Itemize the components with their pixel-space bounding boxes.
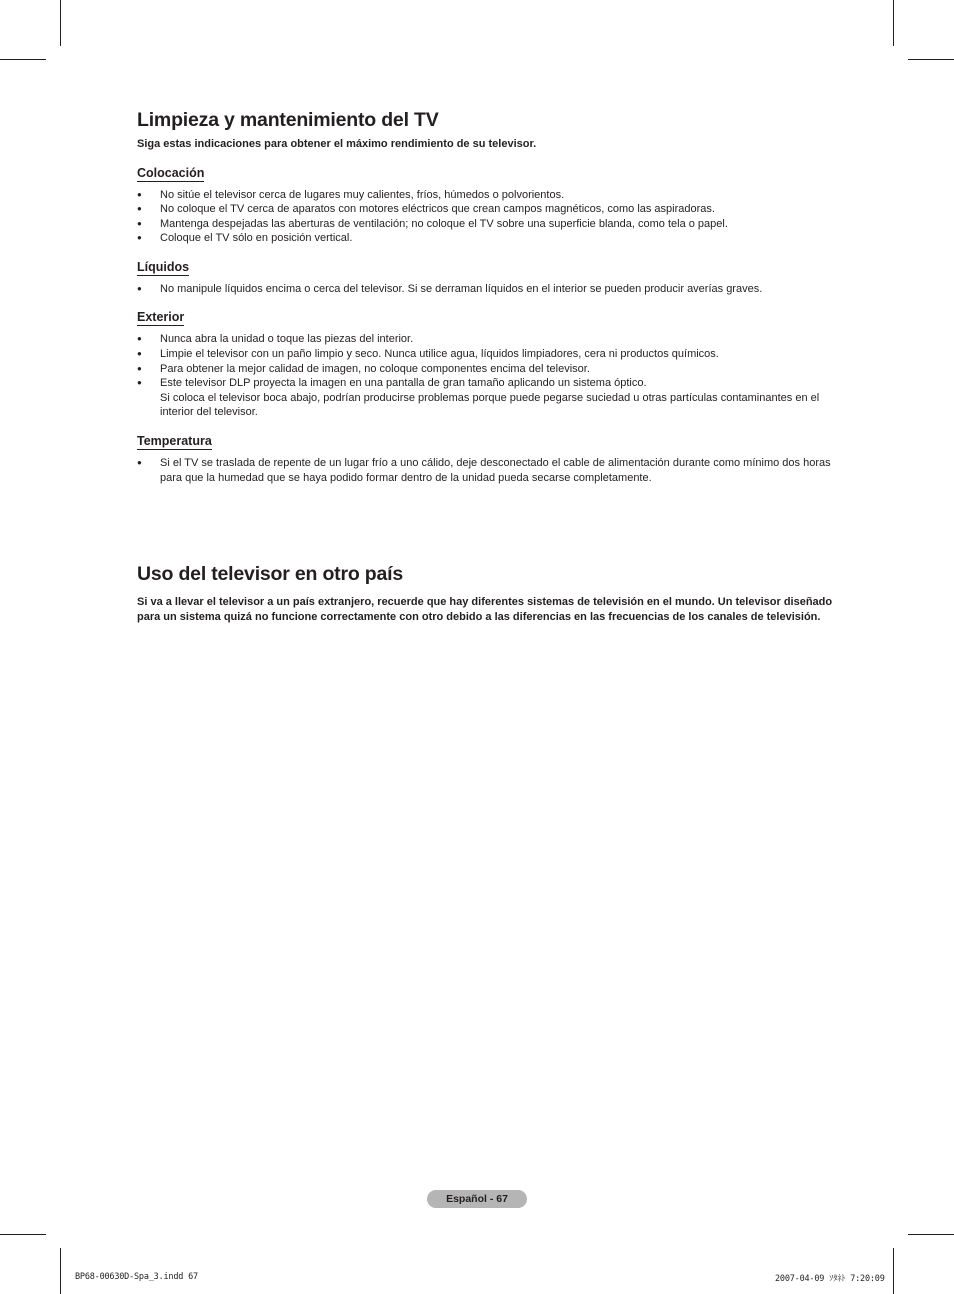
crop-mark [908,1234,954,1235]
subsection-liquidos [137,258,847,297]
list-item: ● Si el TV se traslada de repente de un lugar frío a uno cálido, deje desconectado el cable de alimentación durante como mínimo dos horas para que la humedad que se haya podido formar dentro de la unidad pueda secarse completamente. [137,456,847,485]
section-title: Limpieza y mantenimiento del TV [137,109,439,131]
list-item: ● Para obtener la mejor calidad de imagen, no coloque componentes encima del televisor. [137,362,847,377]
page-number-badge: Español - 67 [427,1190,527,1208]
bullet-list [137,456,847,485]
crop-mark [60,1248,61,1294]
subsection-temperatura [137,432,847,485]
list-item: ● No manipule líquidos encima o cerca del televisor. Si se derraman líquidos en el interior se pueden producir averías graves. [137,282,847,297]
list-item: ● Nunca abra la unidad o toque las piezas del interior. [137,332,847,347]
crop-mark [0,59,46,60]
crop-mark [893,0,894,46]
subsection-heading: Líquidos [137,259,190,274]
crop-mark [0,1234,46,1235]
subsection-heading: Colocación [137,165,205,180]
subsection-heading: Exterior [137,310,185,325]
crop-mark [60,0,61,46]
subsection-exterior [137,308,847,420]
bullet-list [137,188,847,246]
list-item: ● No coloque el TV cerca de aparatos con motores eléctricos que crean campos magnéticos, como las aspiradoras. [137,202,847,217]
bullet-list [137,282,847,297]
crop-mark [908,59,954,60]
list-item: ● Limpie el televisor con un paño limpio y seco. Nunca utilice agua, líquidos limpiadores, cera ni productos químicos. [137,347,847,362]
subsection-colocacion [137,164,847,246]
section-title: Uso del televisor en otro país [137,563,403,585]
list-item: ● No sitúe el televisor cerca de lugares muy calientes, fríos, húmedos o polvorientos. [137,188,847,203]
abroad-section [137,562,847,624]
print-slug-date: 2007-04-09 ｿﾀﾈﾄ 7:20:09 [775,1274,885,1284]
print-slug-file: BP68-00630D-Spa_3.indd 67 [75,1272,198,1282]
list-item-continuation: Si coloca el televisor boca abajo, podrían producirse problemas porque puede pegarse suciedad u otras partículas contaminantes en el interior del televisor. [160,391,820,419]
crop-mark [893,1248,894,1294]
section-intro: Siga estas indicaciones para obtener el máximo rendimiento de su televisor. [137,138,537,150]
bullet-list [137,332,847,420]
section-intro: Si va a llevar el televisor a un país extranjero, recuerde que hay diferentes sistemas de televisión en el mundo. Un televisor diseñado para un sistema quizá no funcione correctamente con otro debido a las diferencias en las frecuencias de los canales de televisión. [137,596,833,623]
list-item [137,376,847,420]
list-item: ● Mantenga despejadas las aberturas de ventilación; no coloque el TV sobre una superficie blanda, como tela o papel. [137,217,847,232]
list-item: ● Coloque el TV sólo en posición vertical. [137,231,847,246]
subsection-heading: Temperatura [137,434,212,449]
list-item-text: Este televisor DLP proyecta la imagen en una pantalla de gran tamaño aplicando un sistema óptico. [160,377,647,390]
cleaning-section [137,108,847,485]
